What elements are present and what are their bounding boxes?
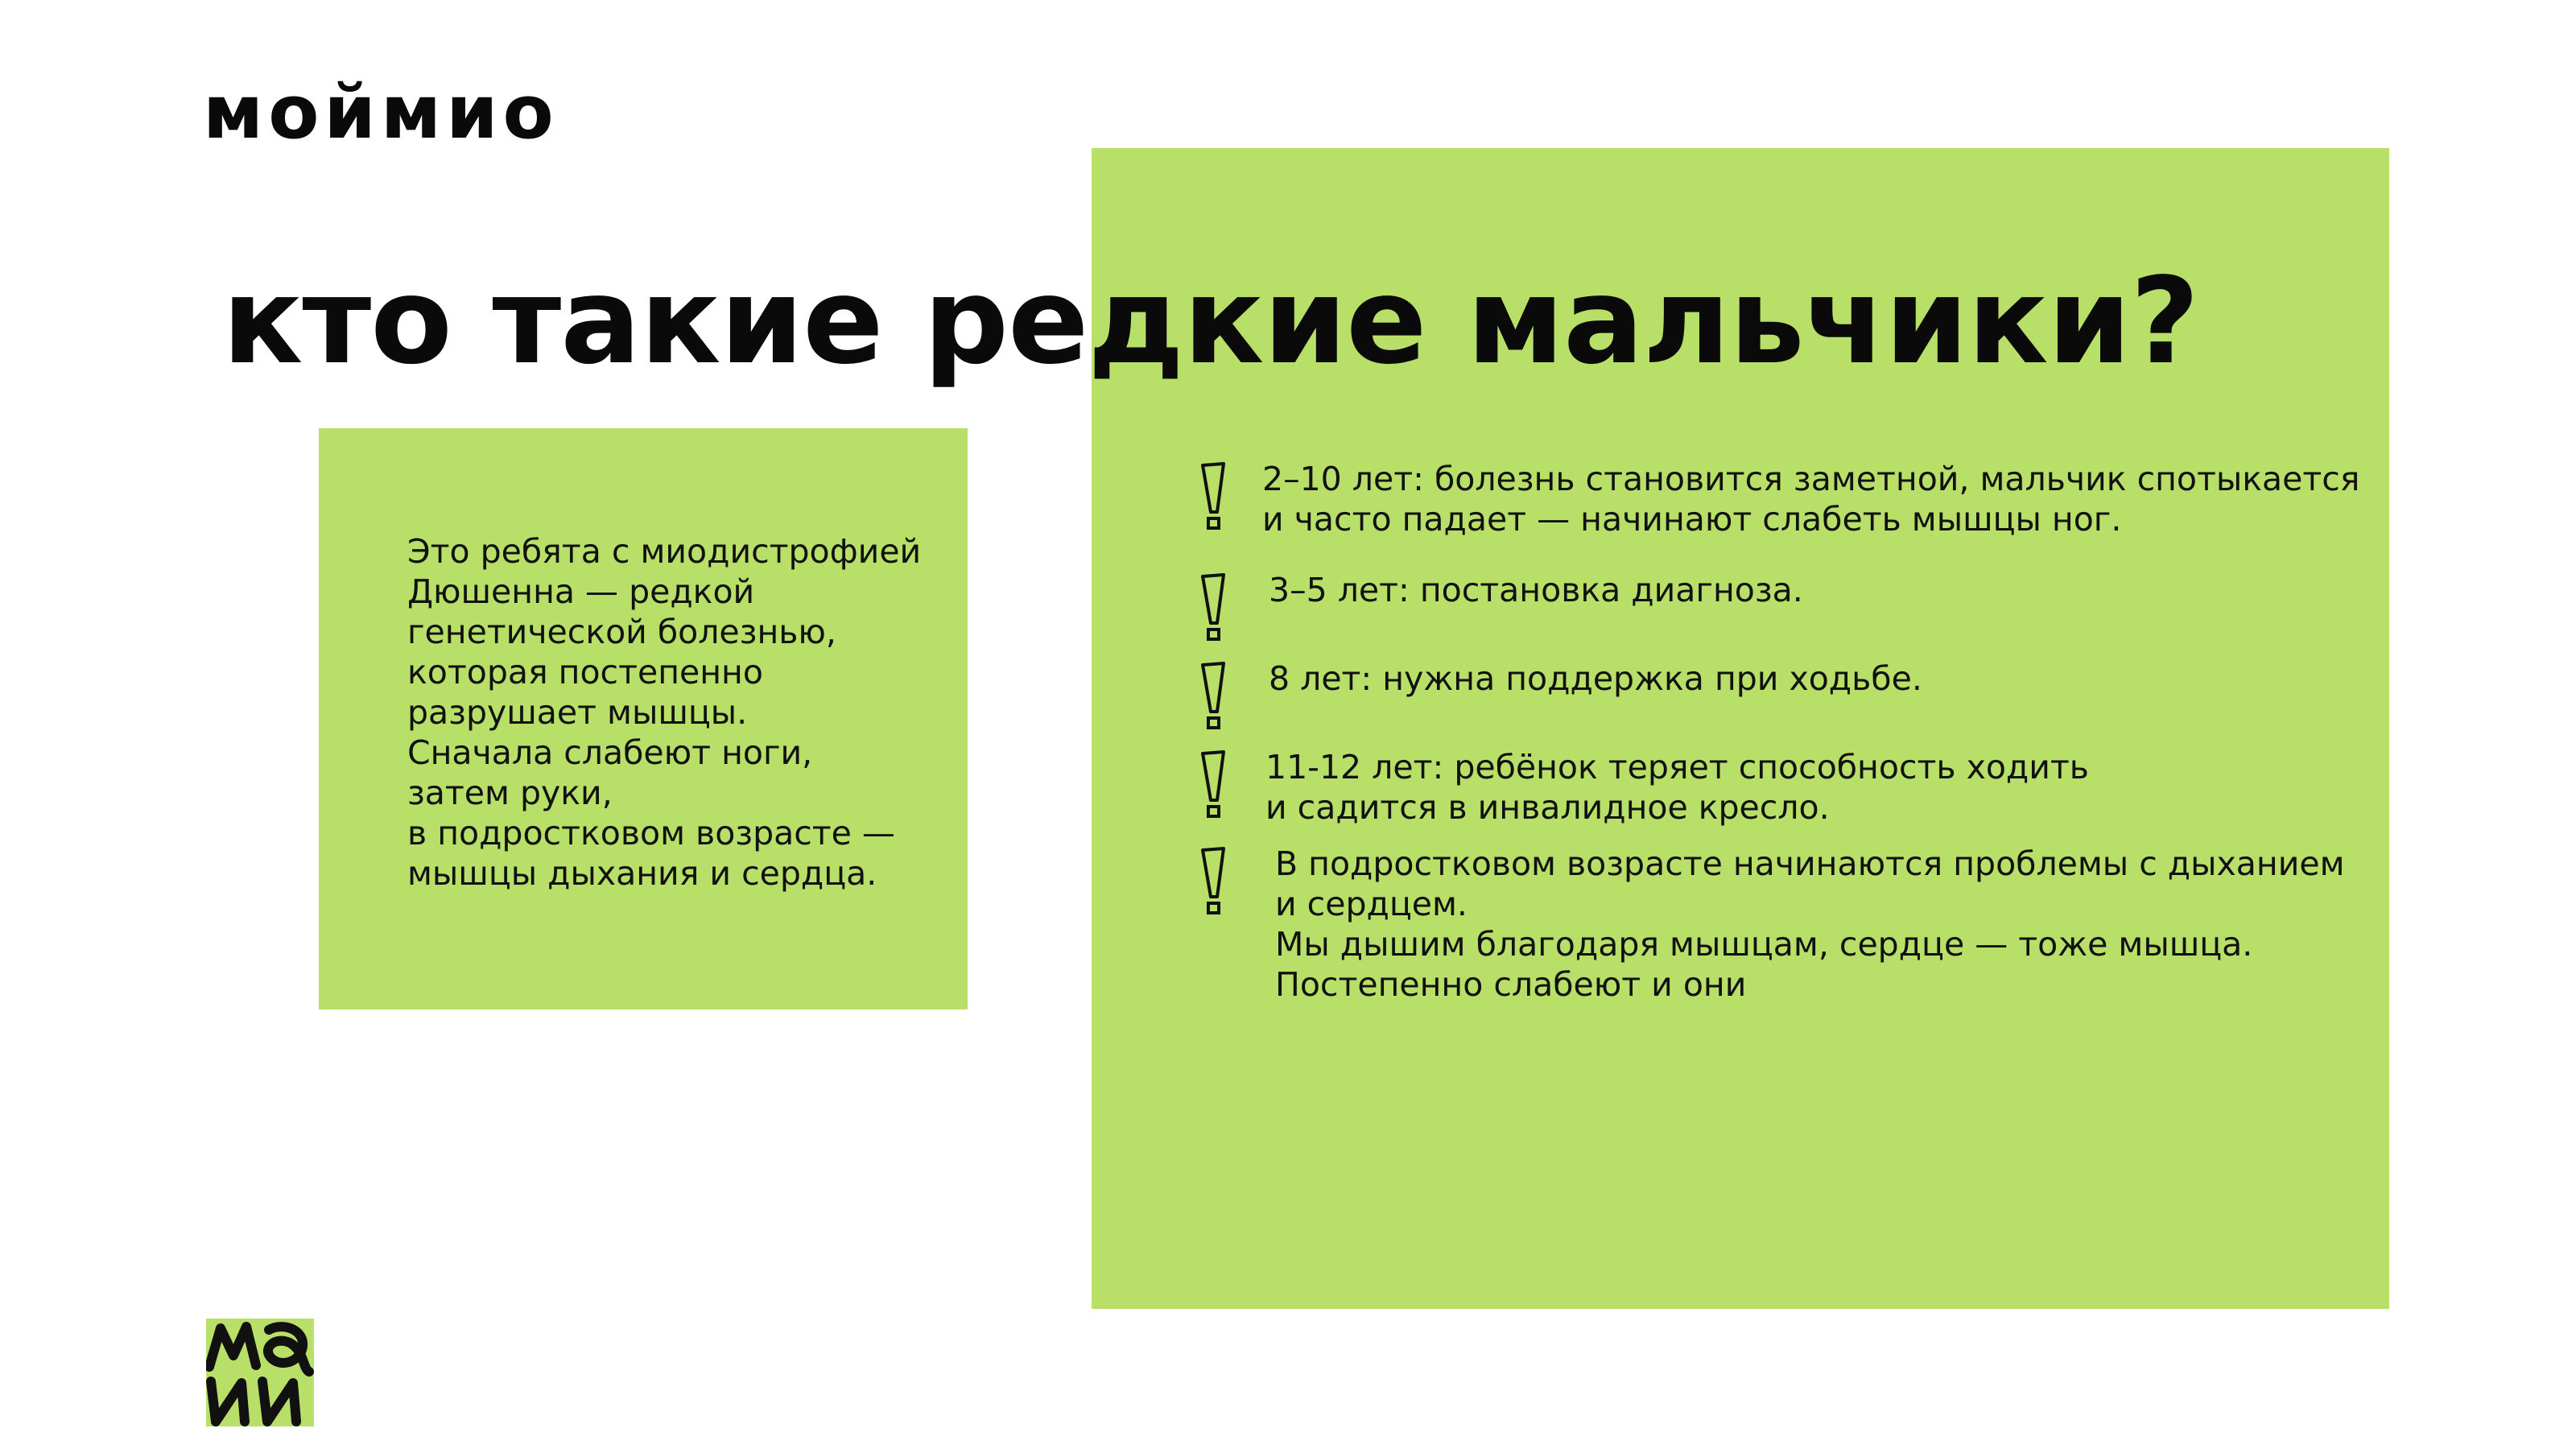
- brand-logo: моймио: [203, 69, 559, 155]
- timeline-line: В подростковом возрасте начинаются проблемы с дыханием: [1275, 844, 2345, 883]
- intro-line: генетической болезнью,: [407, 613, 836, 651]
- timeline-line: и часто падает — начинают слабеть мышцы ног.: [1262, 500, 2122, 539]
- timeline-line: Постепенно слабеют и они: [1275, 965, 1747, 1004]
- timeline-text: [1269, 570, 1803, 610]
- intro-line: затем руки,: [407, 774, 613, 812]
- timeline-line: и сердцем.: [1275, 885, 1468, 923]
- intro-line: мышцы дыхания и сердца.: [407, 854, 877, 893]
- timeline-line: 2–10 лет: болезнь становится заметной, мальчик спотыкается: [1262, 460, 2360, 498]
- timeline-line: и садится в инвалидное кресло.: [1265, 788, 1830, 827]
- timeline-text: [1269, 658, 1922, 699]
- timeline-text: [1275, 844, 2345, 1005]
- exclamation-icon: [1198, 750, 1230, 823]
- timeline-text: [1262, 459, 2359, 539]
- intro-line: Это ребята с миодистрофией: [407, 532, 922, 571]
- timeline-line: 8 лет: нужна поддержка при ходьбе.: [1269, 659, 1922, 698]
- exclamation-icon: [1198, 847, 1230, 919]
- timeline-line: 11-12 лет: ребёнок теряет способность ходить: [1265, 748, 2089, 786]
- intro-line: Дюшенна — редкой: [407, 572, 755, 611]
- intro-line: в подростковом возрасте —: [407, 814, 895, 852]
- timeline-line: Мы дышим благодаря мышцам, сердце — тоже мышца.: [1275, 925, 2253, 964]
- brand-mark-icon: [206, 1319, 314, 1426]
- exclamation-icon: [1198, 662, 1230, 734]
- exclamation-icon: [1198, 462, 1230, 535]
- page-title: кто такие редкие мальчики?: [222, 252, 2199, 390]
- intro-text: [407, 531, 955, 894]
- brand-mark: [206, 1319, 314, 1426]
- timeline-text: [1265, 747, 2089, 828]
- timeline-line: 3–5 лет: постановка диагноза.: [1269, 571, 1803, 609]
- intro-line: которая постепенно: [407, 653, 763, 691]
- intro-line: разрушает мышцы.: [407, 693, 748, 732]
- exclamation-icon: [1198, 573, 1230, 646]
- intro-line: Сначала слабеют ноги,: [407, 733, 813, 772]
